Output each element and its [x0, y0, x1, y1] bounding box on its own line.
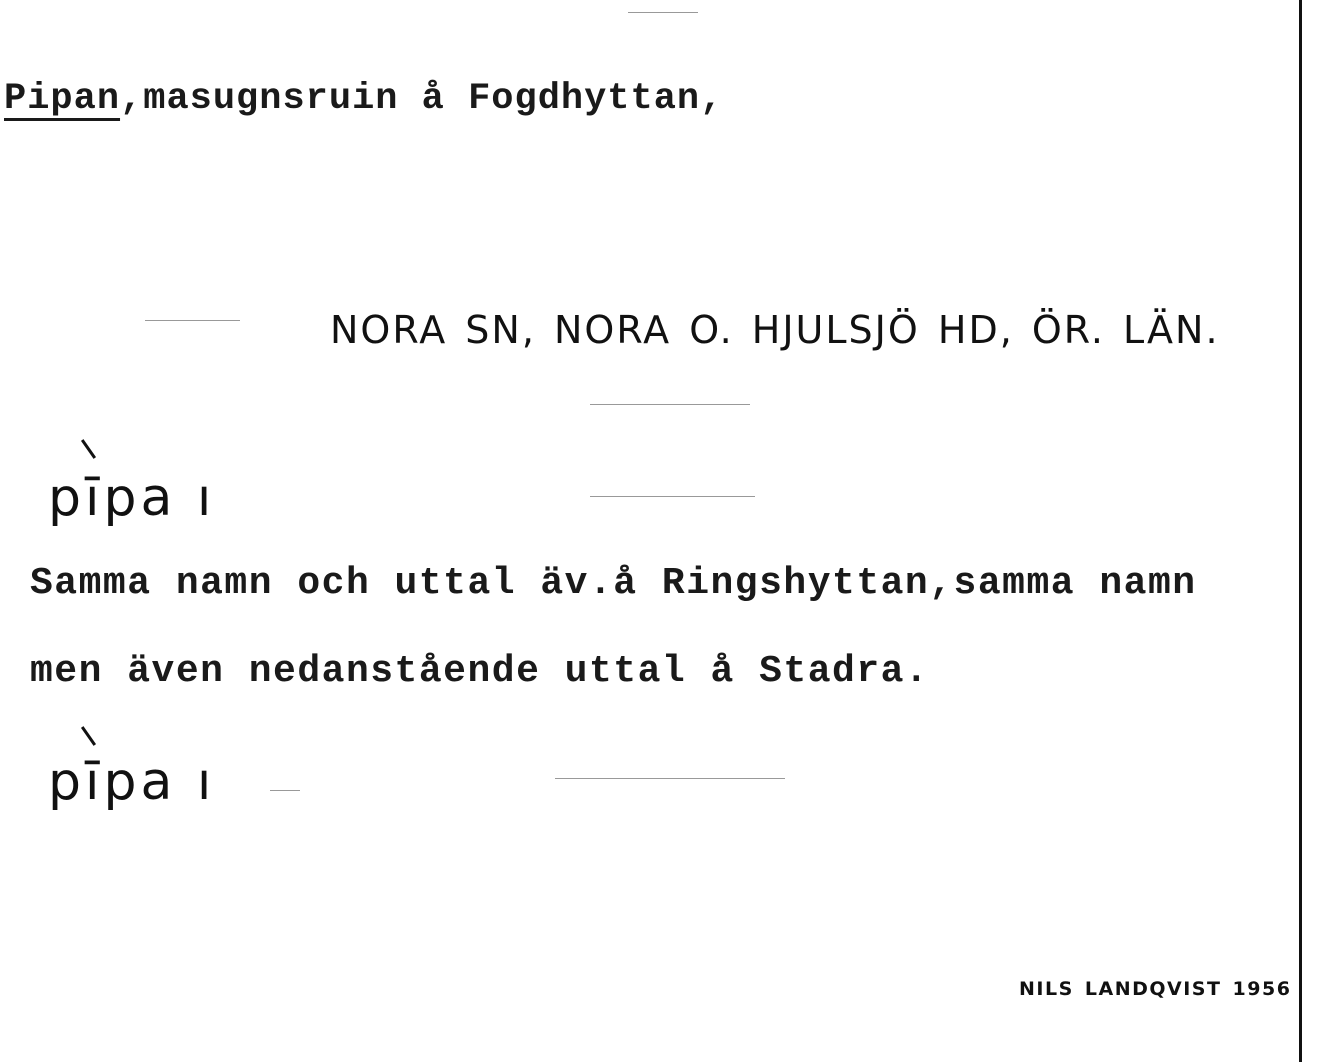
body-text-line-2: men även nedanstående uttal å Stadra. [30, 650, 930, 693]
phonetic-transcription-2: pīpa ı [48, 752, 216, 812]
headword-description: ,masugnsruin å Fogdhyttan, [120, 78, 724, 120]
card-right-edge [1299, 0, 1302, 1062]
accent-mark-1 [81, 439, 96, 459]
scan-speck [555, 778, 785, 779]
scan-speck [270, 790, 300, 791]
headword: Pipan [4, 78, 121, 120]
location-stamp: NORA SN, NORA O. HJULSJÖ HD, ÖR. LÄN. [330, 308, 1220, 352]
scan-speck [145, 320, 240, 321]
scan-speck [590, 496, 755, 497]
heading-line [4, 78, 723, 120]
accent-mark-2 [81, 726, 96, 746]
body-text-line-1: Samma namn och uttal äv.å Ringshyttan,samma namn [30, 562, 1197, 605]
phonetic-transcription-1: pīpa ı [48, 468, 216, 528]
signature-stamp: NILS LANDQVIST 1956 [1019, 978, 1292, 1000]
scan-speck [628, 12, 698, 13]
scan-speck [590, 404, 750, 405]
